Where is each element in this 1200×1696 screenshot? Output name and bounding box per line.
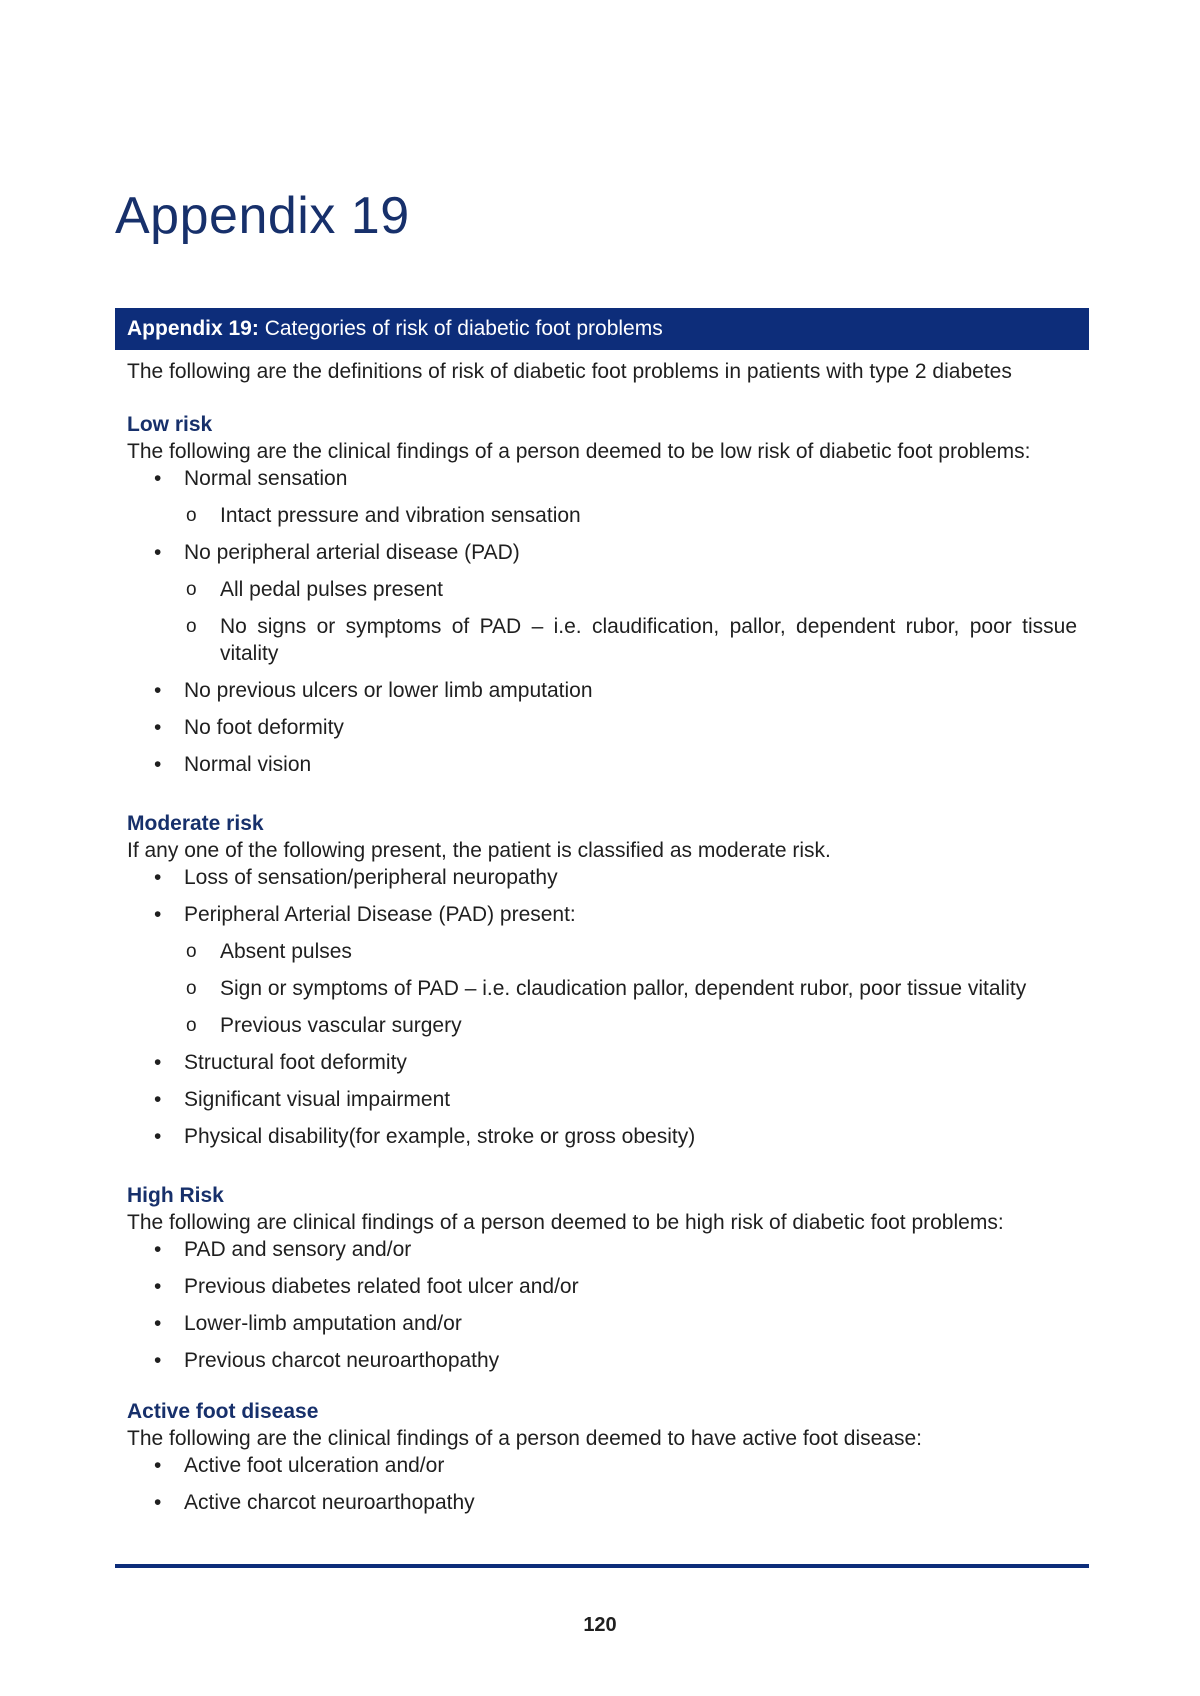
appendix-banner <box>115 308 1089 350</box>
page-title: Appendix 19 <box>115 187 410 245</box>
sublist-item: o Absent pulses <box>184 938 1077 965</box>
list-item: • Previous diabetes related foot ulcer and/or <box>127 1273 1077 1300</box>
section-moderate-risk <box>115 810 1089 1150</box>
moderate-risk-heading: Moderate risk <box>127 812 264 835</box>
intro-text: The following are the definitions of risk of diabetic foot problems in patients with type 2 diabetes <box>127 360 1012 383</box>
low-risk-description: The following are the clinical findings of a person deemed to be low risk of diabetic foot problems: <box>127 440 1031 463</box>
high-risk-heading: High Risk <box>127 1184 224 1207</box>
list-item: • No previous ulcers or lower limb amputation <box>127 677 1077 704</box>
sublist-item: o No signs or symptoms of PAD – i.e. claudification, pallor, dependent rubor, poor tissue vitality <box>184 613 1077 667</box>
list-item: • Previous charcot neuroarthopathy <box>127 1347 1077 1374</box>
sublist-item: o All pedal pulses present <box>184 576 1077 603</box>
list-item: • Physical disability(for example, stroke or gross obesity) <box>127 1123 1077 1150</box>
appendix-content <box>115 308 1089 1526</box>
sublist <box>184 576 1077 667</box>
section-active-foot-disease <box>115 1398 1089 1516</box>
moderate-risk-list <box>127 864 1077 1150</box>
footer-rule <box>115 1564 1089 1568</box>
list-item: • Normal sensation o Intact pressure and vibration sensation <box>127 465 1077 529</box>
banner-label: Appendix 19: <box>127 317 259 340</box>
banner-title: Categories of risk of diabetic foot problems <box>258 317 663 340</box>
active-disease-heading: Active foot disease <box>127 1400 319 1423</box>
active-disease-list <box>127 1452 1077 1516</box>
list-item: • Normal vision <box>127 751 1077 778</box>
list-item: • PAD and sensory and/or <box>127 1236 1077 1263</box>
active-disease-description: The following are the clinical findings of a person deemed to have active foot disease: <box>127 1427 922 1450</box>
high-risk-list <box>127 1236 1077 1374</box>
sublist-item: o Previous vascular surgery <box>184 1012 1077 1039</box>
list-item: • Structural foot deformity <box>127 1049 1077 1076</box>
section-low-risk <box>115 411 1089 778</box>
sublist <box>184 938 1077 1039</box>
sublist <box>184 502 1077 529</box>
high-risk-description: The following are clinical findings of a person deemed to be high risk of diabetic foot problems: <box>127 1211 1004 1234</box>
section-high-risk <box>115 1182 1089 1374</box>
list-item: • Peripheral Arterial Disease (PAD) present: o Absent pulses o Sign or symptoms of PAD – i.e. claudication pallor, dependent rubor, poor tissue vitality o Previous vascular surgery <box>127 901 1077 1039</box>
page-number: 120 <box>583 1614 617 1636</box>
list-item: • Active foot ulceration and/or <box>127 1452 1077 1479</box>
list-item: • Significant visual impairment <box>127 1086 1077 1113</box>
moderate-risk-description: If any one of the following present, the patient is classified as moderate risk. <box>127 839 831 862</box>
list-item: • No peripheral arterial disease (PAD) o All pedal pulses present o No signs or symptoms of PAD – i.e. claudification, pallor, dependent rubor, poor tissue vitality <box>127 539 1077 667</box>
low-risk-heading: Low risk <box>127 413 213 436</box>
list-item: • Loss of sensation/peripheral neuropathy <box>127 864 1077 891</box>
list-item: • Active charcot neuroarthopathy <box>127 1489 1077 1516</box>
low-risk-list <box>127 465 1077 778</box>
sublist-item: o Sign or symptoms of PAD – i.e. claudication pallor, dependent rubor, poor tissue vitality <box>184 975 1077 1002</box>
list-item: • No foot deformity <box>127 714 1077 741</box>
sublist-item: o Intact pressure and vibration sensation <box>184 502 1077 529</box>
list-item: • Lower-limb amputation and/or <box>127 1310 1077 1337</box>
